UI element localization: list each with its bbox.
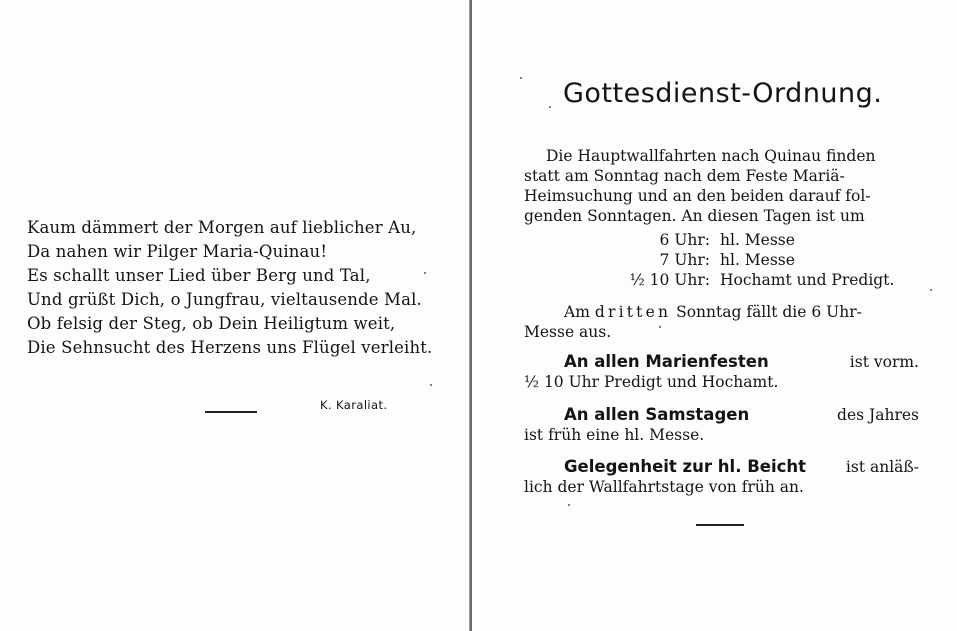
time-row bbox=[600, 230, 930, 250]
print-speck bbox=[430, 384, 432, 386]
text-line: statt am Sonntag nach dem Feste Mariä- bbox=[524, 167, 845, 185]
time-label: ½ 10 Uhr: bbox=[629, 271, 710, 289]
text-line: ½ 10 Uhr Predigt und Hochamt. bbox=[524, 373, 779, 391]
bold-heading: An allen Marienfesten bbox=[564, 352, 769, 371]
time-row bbox=[600, 270, 930, 290]
time-row bbox=[600, 250, 930, 270]
confession-paragraph bbox=[524, 457, 919, 497]
spaced-word: dritten bbox=[594, 303, 672, 321]
time-label: 7 Uhr: bbox=[659, 251, 710, 269]
text-line: Die Hauptwallfahrten nach Quinau finden bbox=[546, 147, 876, 165]
text-line bbox=[524, 352, 919, 372]
print-speck bbox=[568, 504, 570, 506]
text-line: Heimsuchung und an den beiden darauf fol- bbox=[524, 187, 871, 205]
poem-author: K. Karaliat. bbox=[320, 398, 388, 412]
poem-line: Kaum dämmert der Morgen auf lieblicher Au, bbox=[27, 218, 417, 237]
third-sunday-paragraph bbox=[524, 302, 919, 342]
print-speck bbox=[424, 272, 426, 274]
text-line: lich der Wallfahrtstage von früh an. bbox=[524, 478, 804, 496]
text-fragment: ist vorm. bbox=[849, 353, 919, 371]
poem-line: Die Sehnsucht des Herzens uns Flügel verleiht. bbox=[27, 338, 433, 357]
text-line bbox=[524, 302, 919, 322]
print-speck bbox=[930, 289, 932, 291]
text-line: Messe aus. bbox=[524, 323, 612, 341]
time-event: hl. Messe bbox=[720, 251, 795, 269]
bold-heading: An allen Samstagen bbox=[564, 405, 750, 424]
marian-feast-paragraph bbox=[524, 352, 919, 392]
print-speck bbox=[520, 77, 522, 79]
saturday-paragraph bbox=[524, 405, 919, 445]
bold-heading: Gelegenheit zur hl. Beicht bbox=[564, 457, 807, 476]
text-line: ist früh eine hl. Messe. bbox=[524, 426, 705, 444]
text-line bbox=[524, 405, 919, 425]
time-event: Hochamt und Predigt. bbox=[720, 271, 895, 289]
print-speck bbox=[659, 326, 661, 328]
text-line: genden Sonntagen. An diesen Tagen ist um bbox=[524, 207, 865, 225]
print-speck bbox=[549, 106, 551, 108]
text-fragment: Am bbox=[564, 303, 590, 321]
time-label: 6 Uhr: bbox=[659, 231, 710, 249]
poem-line: Da nahen wir Pilger Maria-Quinau! bbox=[27, 242, 328, 261]
text-fragment: ist anläß- bbox=[845, 458, 919, 476]
poem bbox=[27, 216, 447, 360]
poem-line: Und grüßt Dich, o Jungfrau, vieltausende Mal. bbox=[27, 290, 422, 309]
intro-paragraph bbox=[524, 146, 919, 226]
mass-times bbox=[600, 230, 930, 290]
closing-divider bbox=[696, 524, 744, 526]
poem-line: Es schallt unser Lied über Berg und Tal, bbox=[27, 266, 371, 285]
poem-divider bbox=[205, 411, 257, 413]
text-fragment: des Jahres bbox=[837, 406, 919, 424]
text-fragment: Sonntag fällt die 6 Uhr- bbox=[676, 303, 862, 321]
text-line bbox=[524, 457, 919, 477]
poem-line: Ob felsig der Steg, ob Dein Heiligtum weit, bbox=[27, 314, 396, 333]
page-title: Gottesdienst-Ordnung. bbox=[563, 78, 883, 109]
time-event: hl. Messe bbox=[720, 231, 795, 249]
